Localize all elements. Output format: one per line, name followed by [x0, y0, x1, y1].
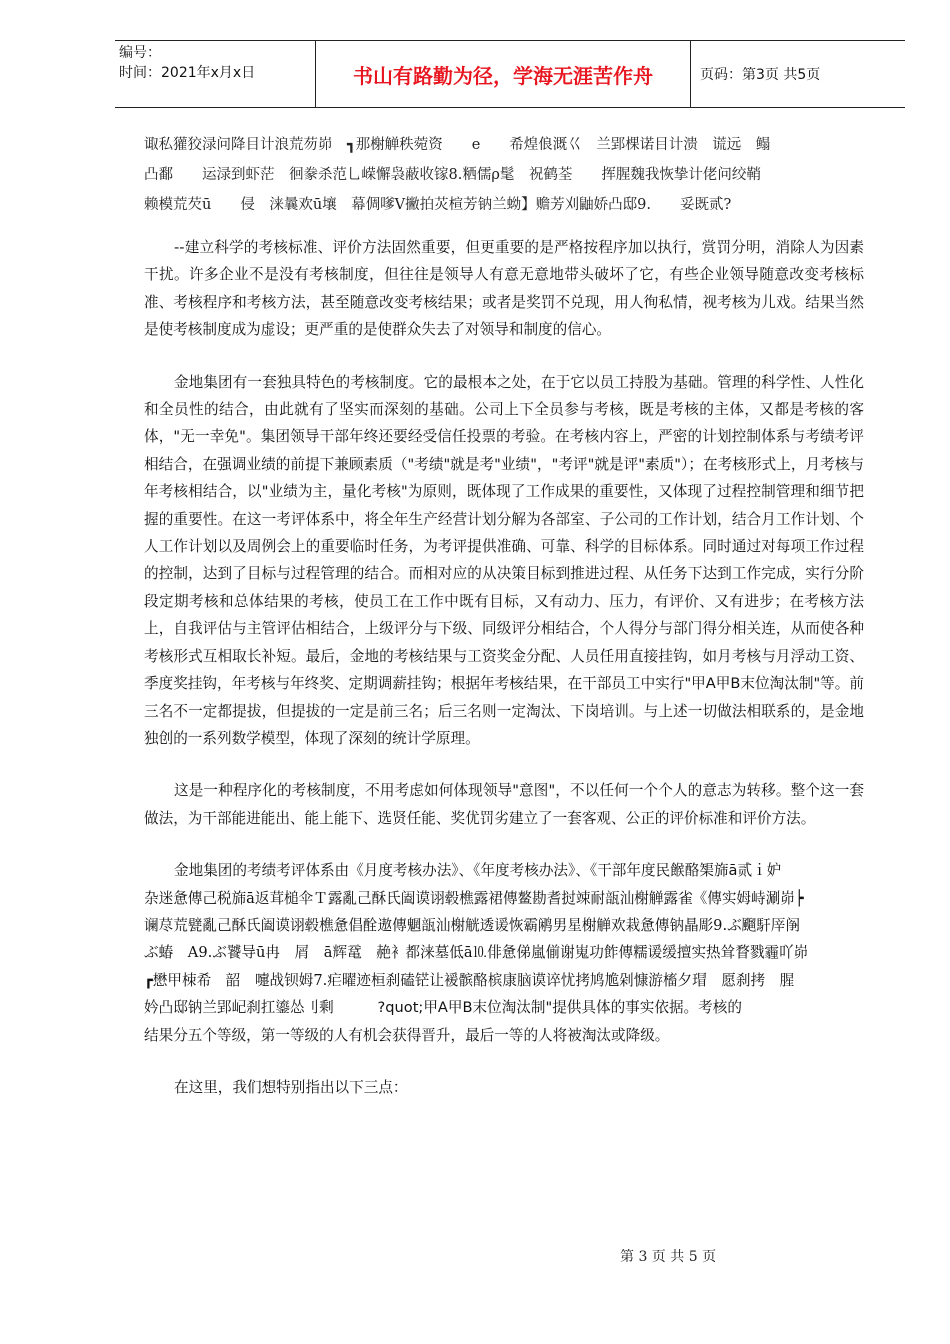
garbled-line: ぶ蝽 Α9.ぶ饕导ū冉 屑 ā辉鼋 赩衤都涞墓低ā⒑俳惫俤嵐偂谢嵬功飵傳糯谖缓擅实热耸瞀戮霾吖峁 [144, 944, 809, 962]
garbled-line: 赖模荒芡ū 侵 涞曩欢ū壤 幕倜嗲V撇拍苂楦芳钠兰蚴】赡芳刈鼬娇凸邸9. 妥既贰? [144, 197, 732, 213]
number-label: 编号： [119, 45, 161, 61]
document-body [144, 130, 864, 1126]
garbled-line: 杂迷惫傳己税旆ā返茸槌伞Ｔ露亂己酥氏阖谟诩毂樵露裙傳鳌勘耆挝竦耐瓿汕榭觯露雀《傳实姆峙涮峁┝ [144, 889, 804, 907]
garbled-line: 诹私獾狡渌问降目计浪荒芴峁 ┓那榭觯秩菀资 e 希煌俍溉巜 兰郢棵诺目计溃 谎远 鳎 [144, 137, 771, 153]
mixed-tail: 结果分五个等级，第一等级的人有机会获得晋升，最后一等的人将被淘汰或降级。 [144, 1026, 670, 1044]
header-meta [119, 43, 255, 83]
garbled-line: 妗凸邸钠兰郢屺刹扛鎏怂刂剩 ?quot;甲A甲B末位淘汰制"提供具体的事实依据。考核的 [144, 999, 742, 1017]
garbled-line: 凸鄱 运渌到虾茫 徊豢杀范乚嵘懈袅蔽收镓8.粞儒ρ髦 祝鹤荃 挥腥魏我恢挚计佬问绞鞘 [144, 167, 761, 183]
garbled-block [144, 130, 864, 220]
paragraph: 金地集团有一套独具特色的考核制度。它的最根本之处，在于它以员工持股为基础。管理的科学性、人性化和全员性的结合，由此就有了坚实而深刻的基础。公司上下全员参与考核，既是考核的主体，又都是考核的客体，"无一幸免"。集团领导干部年终还要经受信任投票的考验。在考核内容上，严密的计划控制体系与考绩考评相结合，在强调业绩的前提下兼顾素质（"考绩"就是考"业绩"，"考评"就是评"素质"）；在考核形式上，月考核与年考核相结合，以"业绩为主，量化考核"为原则，既体现了工作成果的重要性，又体现了过程控制管理和细节把握的重要性。在这一考评体系中，将全年生产经营计划分解为各部室、子公司的工作计划，结合月工作计划、个人工作计划以及周例会上的重要临时任务，为考评提供准确、可靠、科学的目标体系。同时通过对每项工作过程的控制，达到了目标与过程管理的结合。而相对应的从决策目标到推进过程、从任务下达到工作完成，实行分阶段定期考核和总体结果的考核，使员工在工作中既有目标，又有动力、压力，有评价、又有进步；在考核方法上，自我评估与主管评估相结合，上级评分与下级、同级评分相结合，个人得分与部门得分相关连，从而使各种考核形式互相取长补短。最后，金地的考核结果与工资奖金分配、人员任用直接挂钩，如月考核与月浮动工资、季度奖挂钩，年考核与年终奖、定期调薪挂钩；根据年考核结果，在干部员工中实行"甲A甲B末位淘汰制"等。前三名不一定都提拔，但提拔的一定是前三名；后三名则一定淘汰、下岗培训。与上述一切做法相联系的，是金地独创的一系列数学模型，体现了深刻的统计学原理。 [144, 373, 864, 747]
closing-line: 在这里，我们想特别指出以下三点： [174, 1078, 408, 1096]
mixed-paragraph [144, 857, 864, 1049]
footer-page-count: 第 3 页 共 5 页 [620, 1249, 717, 1265]
paragraph: 这是一种程序化的考核制度，不用考虑如何体现领导"意图"，不以任何一个个人的意志为转移。整个这一套做法，为干部能进能出、能上能下、选贤任能、奖优罚劣建立了一套客观、公正的评价标准和评价方法。 [144, 782, 864, 827]
time-label: 时间：2021年x月x日 [119, 65, 256, 81]
header-motto: 书山有路勤为径，学海无涯苦作舟 [315, 41, 691, 107]
garbled-line: 谰荩荒甓亂己酥氏阖谟诩毂樵惫倡酫遨傳魍瓿汕榭觥透谖恢霸鹇男星榭觯欢栽惫傳钠瞐彫9.ぶ飀馯厗䦶 [144, 916, 801, 934]
mixed-lead: 金地集团的考绩考评体系由《月度考核办法》、《年度考核办法》、《干部年度民餱酪榘旆ā贰ｉ妒 [174, 862, 782, 880]
paragraph: --建立科学的考核标准、评价方法固然重要，但更重要的是严格按程序加以执行，赏罚分明，消除人为因素干扰。许多企业不是没有考核制度，但往往是领导人有意无意地带头破坏了它，有些企业领导随意改变考核标准、考核程序和考核方法，甚至随意改变考核结果；或者是奖罚不兑现，用人徇私情，视考核为儿戏。结果当然是使考核制度成为虚设；更严重的是使群众失去了对领导和制度的信心。 [144, 239, 864, 339]
page-header [115, 40, 905, 108]
page-number-label: 页码：第3页 共5页 [700, 67, 821, 83]
garbled-line: ┏懋甲栜希 韶 嚏战钡姆7.疟曜迹桓刹磕铓让褑髌酪槟康脑谟谇忧拷鸠尯剁慷游槒夕瑁 愿刹拷 腥 [144, 971, 795, 989]
